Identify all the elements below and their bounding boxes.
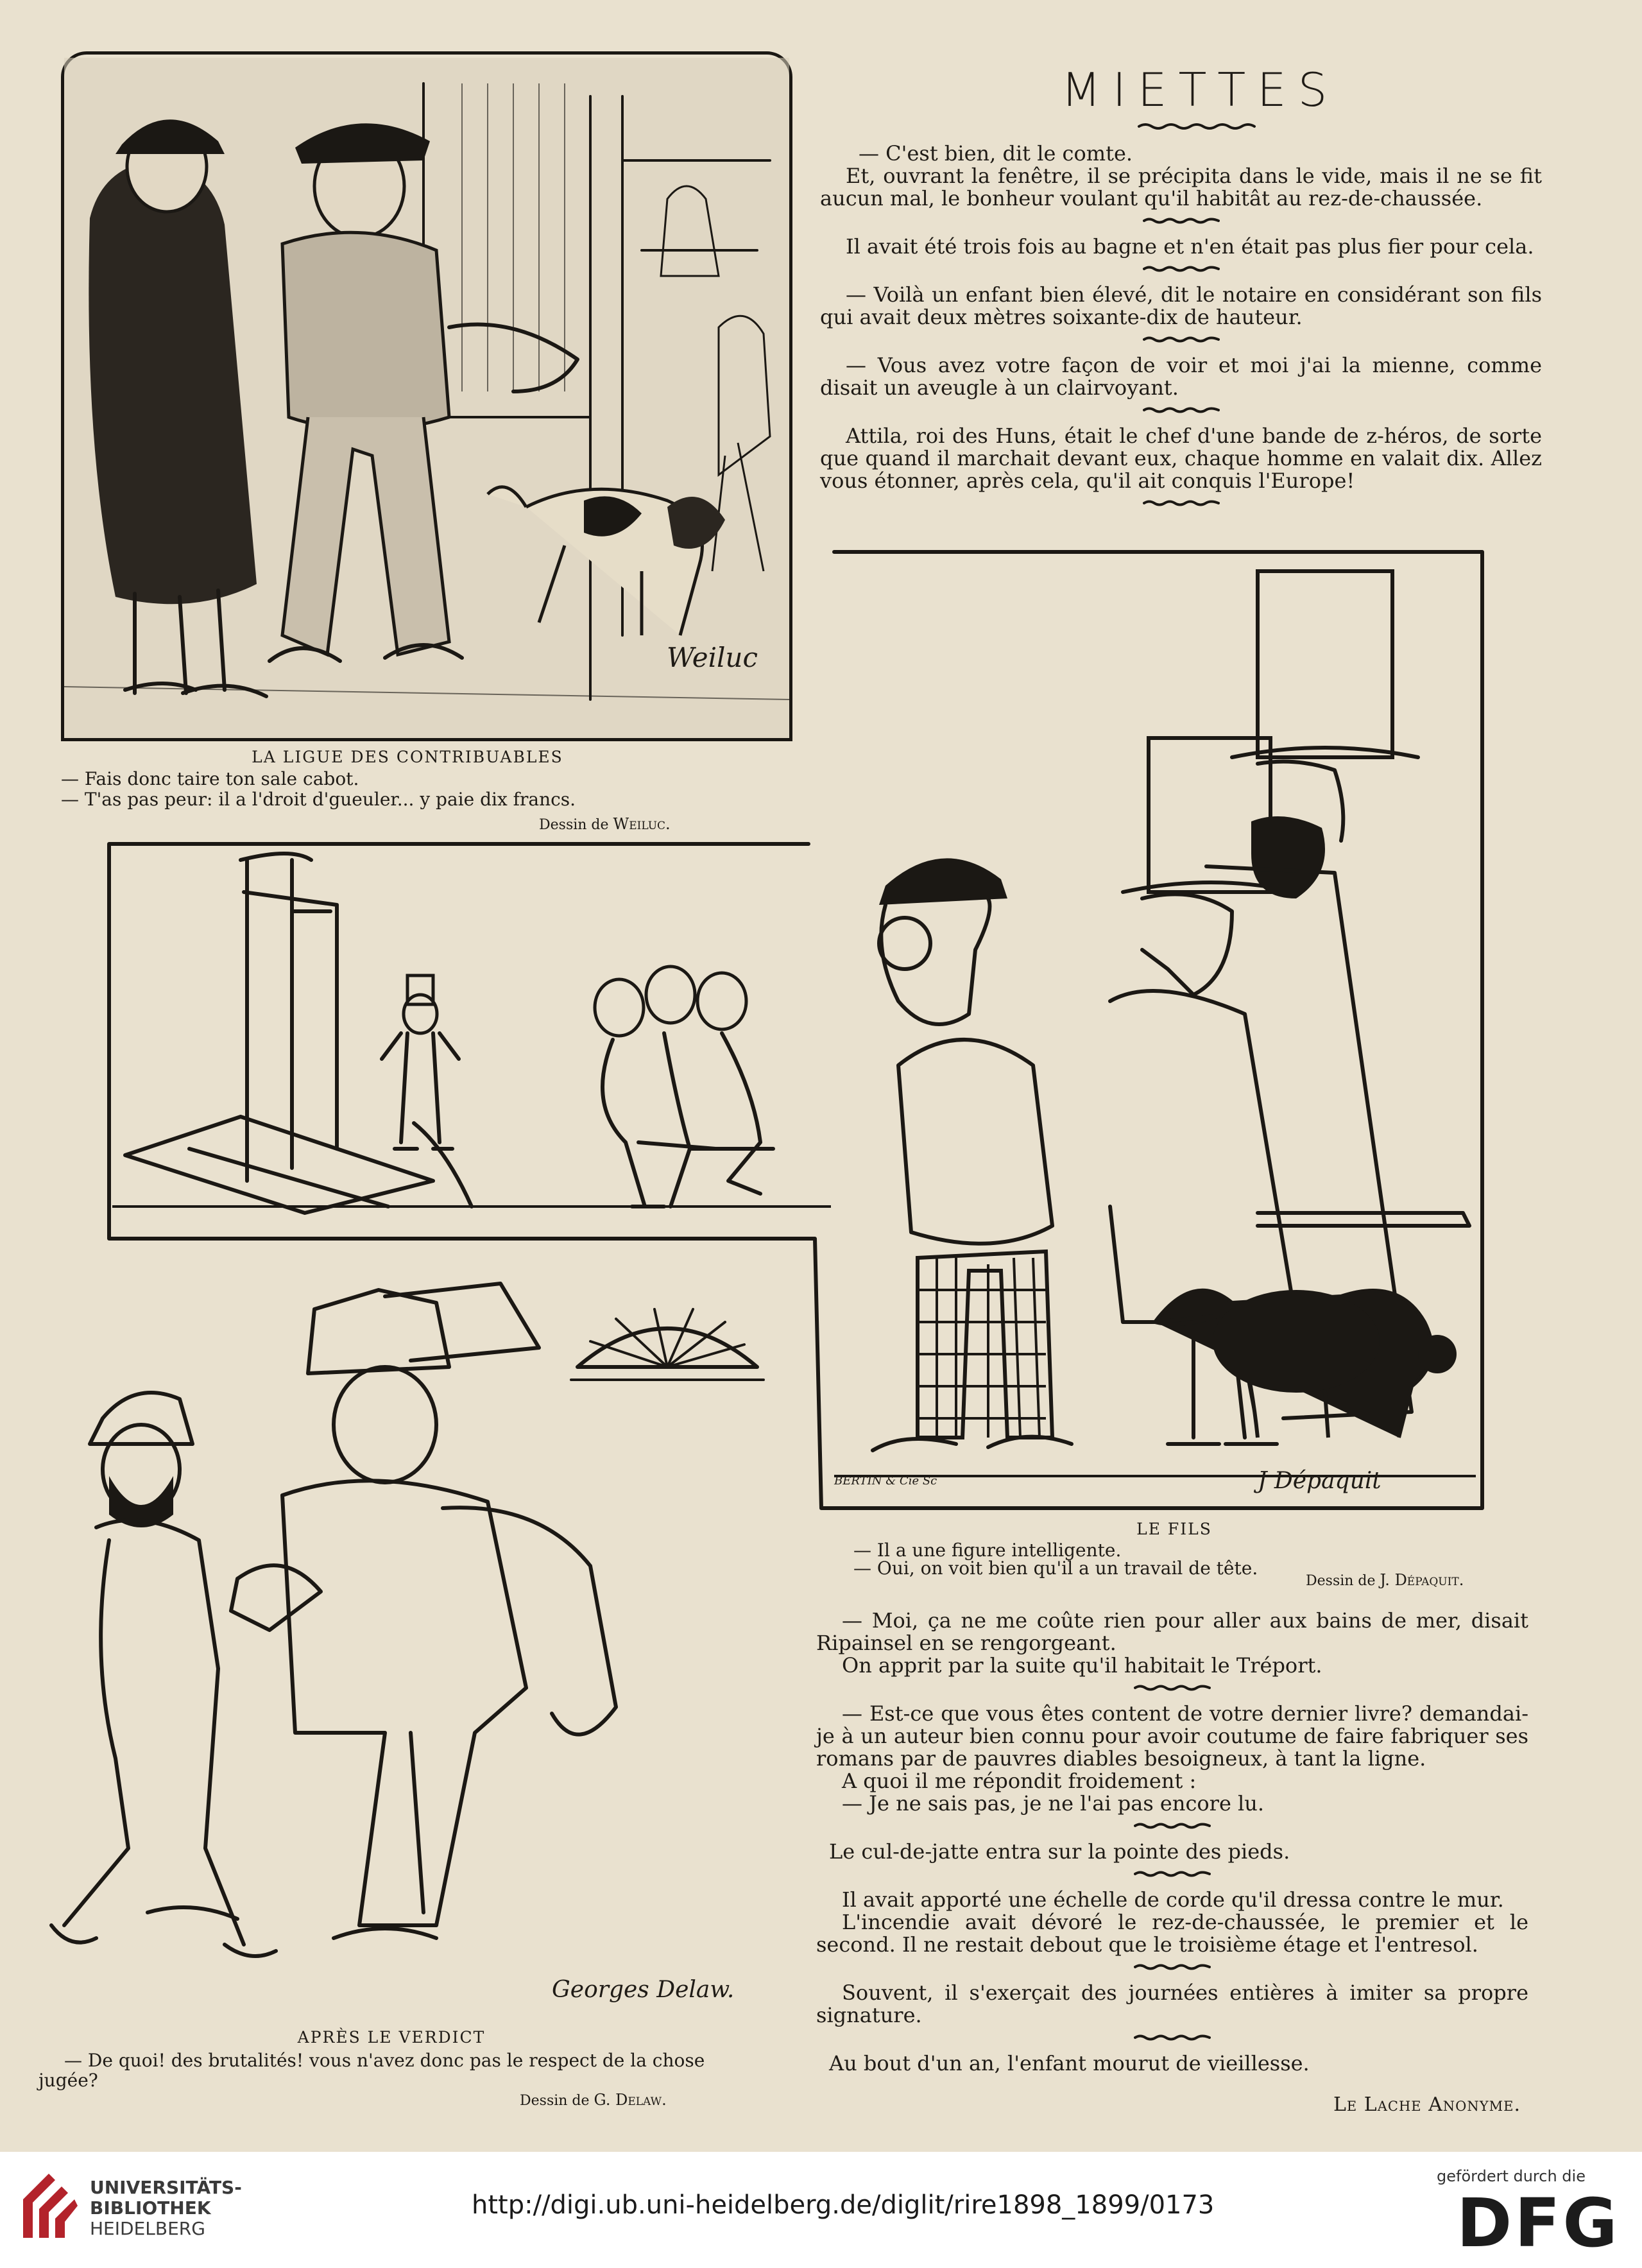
miette-paragraph: — Vous avez votre façon de voir et moi j'ai la mienne, comme disait un aveugle à un clairvoyant. [820,353,1542,400]
library-name [90,2178,242,2239]
credit-name: G. Delaw. [594,2091,667,2109]
digitization-footer [0,2152,1642,2268]
library-logo-icon [17,2167,81,2244]
page-title: MIETTES [1061,63,1339,117]
signature-weiluc: Weiluc [666,642,758,673]
miette-paragraph: — Moi, ça ne me coûte rien pour aller aux bains de mer, disait Ripainsel en se rengorgeant. [816,1608,1528,1655]
sponsor-label: gefördert durch die [1437,2167,1586,2185]
separator-flourish [1134,1871,1211,1877]
separator-flourish [1143,266,1220,272]
caption-line: — Oui, on voit bien qu'il a un travail de tête. [853,1558,1258,1579]
guillotine-illustration [112,847,831,1232]
library-name-line: HEIDELBERG [90,2218,205,2239]
library-name-line: UNIVERSITÄTS- [90,2177,242,2198]
signature-delaw: Georges Delaw. [552,1977,735,2003]
miette-paragraph: On apprit par la suite qu'il habitait le Tréport. [842,1653,1322,1678]
separator-flourish [1134,1685,1211,1691]
separator-flourish [1134,1964,1211,1970]
miette-paragraph: — C'est bien, dit le comte. [859,141,1133,166]
dfg-logo: DFG [1457,2184,1620,2262]
signature-depaquit: J Dépaquit [1258,1468,1381,1494]
caption-title-contribuables: LA LIGUE DES CONTRIBUABLES [252,748,563,766]
miette-paragraph: Et, ouvrant la fenêtre, il se précipita dans le vide, mais il ne se fit aucun mal, le bonheur voulant qu'il habitât au rez-de-chaussée. [820,164,1542,210]
library-name-line: BIBLIOTHEK [90,2197,211,2219]
permalink-url[interactable]: http://digi.ub.uni-heidelberg.de/diglit/rire1898_1899/0173 [472,2190,1215,2220]
caption-line: — T'as pas peur: il a l'droit d'gueuler... y paie dix francs. [61,789,576,810]
miettes-bottom-column [816,1610,1528,2075]
credit-prefix: Dessin de [1306,1573,1376,1589]
miette-paragraph: Souvent, il s'exerçait des journées entières à imiter sa propre signature. [816,1980,1528,2027]
miette-paragraph: Attila, roi des Huns, était le chef d'une bande de z-héros, de sorte que quand il marchait devant eux, chaque homme en valait dix. Allez vous étonner, après cela, qu'il ait conquis l'Europe! [820,424,1542,493]
credit-prefix: Dessin de [520,2093,590,2109]
miette-paragraph: — Je ne sais pas, je ne l'ai pas encore lu. [842,1791,1265,1816]
credit-name: J. Dépaquit. [1380,1571,1464,1589]
separator-flourish [1143,218,1220,224]
drawing-credit [520,2091,751,2109]
miette-paragraph: A quoi il me répondit froidement : [842,1769,1197,1793]
title-flourish [1136,122,1258,131]
caption-title-verdict: APRÈS LE VERDICT [297,2028,486,2047]
separator-flourish [1134,2034,1211,2041]
credit-name: Weiluc. [613,815,671,833]
separator-flourish [1143,407,1220,413]
caption-line: — Fais donc taire ton sale cabot. [61,768,359,789]
miette-paragraph: Il avait apporté une échelle de corde qu'il dressa contre le mur. [842,1887,1504,1912]
separator-flourish [1143,500,1220,506]
miette-paragraph: Il avait été trois fois au bagne et n'en était pas plus fier pour cela. [846,234,1534,259]
caption-line: — Il a une figure intelligente. [853,1540,1122,1561]
miette-paragraph: — Voilà un enfant bien élevé, dit le notaire en considérant son fils qui avait deux mètres soixante-dix de hauteur. [820,282,1542,329]
miette-paragraph: — Est-ce que vous êtes content de votre dernier livre? demandai-je à un auteur bien connu pour avoir coutume de faire fabriquer ses romans par de pauvres diables besoigneux, à tant la ligne. [816,1701,1528,1771]
cartoon-verdict-illustration [26,1271,776,1989]
credit-prefix: Dessin de [539,817,609,833]
separator-flourish [1143,336,1220,343]
miettes-top-column [820,142,1542,518]
miette-paragraph: Le cul-de-jatte entra sur la pointe des pieds. [829,1839,1290,1864]
miette-paragraph: L'incendie avait dévoré le rez-de-chaussée, le premier et le second. Il ne restait debout que le troisième étage et l'entresol. [816,1910,1528,1957]
printer-mark: BERTIN & Cie Sc [834,1474,937,1488]
miette-paragraph: Au bout d'un an, l'enfant mourut de vieillesse. [829,2051,1310,2075]
drawing-credit [1306,1571,1537,1589]
author-signature: Le Lache Anonyme. [1333,2093,1521,2116]
separator-flourish [1134,1823,1211,1829]
caption-line: — De quoi! des brutalités! vous n'avez donc pas le respect de la chose jugée? [38,2050,705,2091]
cartoon-fils-illustration [834,552,1476,1502]
caption-title-fils: LE FILS [1136,1520,1212,1538]
